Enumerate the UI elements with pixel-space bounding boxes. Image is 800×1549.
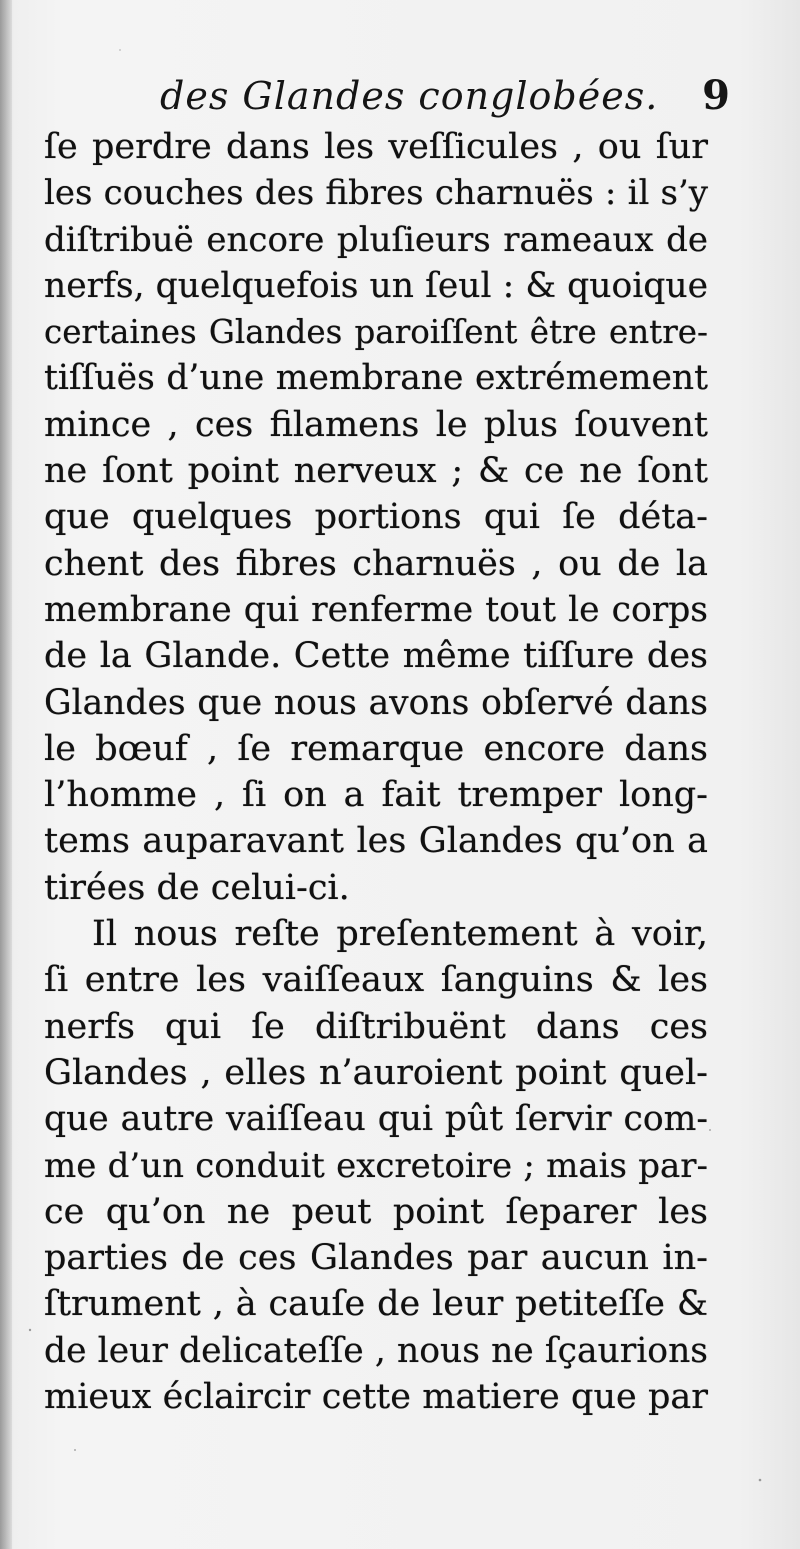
text-line: nerfs, quelquefois un ſeul : & quoique [44, 265, 708, 306]
running-head [40, 72, 730, 124]
text-line: le bœuf , ſe remarque encore dans [44, 728, 708, 769]
text-line: que quelques portions qui ſe déta- [44, 497, 708, 538]
text-line: de leur delicateſſe , nous ne ſçaurions [44, 1330, 708, 1371]
text-line: Glandes , elles n’auroient point quel- [44, 1052, 708, 1093]
text-line: Glandes que nous avons obſervé dans [44, 682, 708, 723]
text-line: que autre vaiſſeau qui pût ſervir com- [44, 1099, 708, 1140]
paragraph-end-line: tirées de celui-ci. [44, 867, 350, 908]
body-text [44, 124, 708, 1420]
text-line: ce qu’on ne peut point ſeparer les [44, 1191, 708, 1232]
text-line: parties de ces Glandes par aucun in- [44, 1238, 708, 1279]
text-line: diſtribuë encore pluſieurs rameaux de [44, 219, 708, 260]
text-line: ſe perdre dans les veſſicules , ou ſur [44, 127, 708, 167]
text-line: l’homme , ſi on a fait tremper long- [44, 775, 708, 816]
text-line: ne ſont point nerveux ; & ce ne ſont [44, 451, 708, 492]
paragraph-start-line: Il nous reſte preſentement à voir, [92, 914, 708, 955]
text-line: certaines Glandes paroiſſent être entre- [44, 313, 708, 352]
text-line: membrane qui renferme tout le corps [44, 589, 708, 630]
text-line: ſtrument , à cauſe de leur petiteſſe & [44, 1284, 708, 1325]
text-line: chent des fibres charnuës , ou de la [44, 543, 708, 584]
text-line: mince , ces filamens le plus ſouvent [44, 404, 708, 445]
text-line: nerfs qui ſe diſtribuënt dans ces [44, 1006, 708, 1047]
text-line: tems auparavant les Glandes qu’on a [44, 821, 708, 862]
text-line: mieux éclaircir cette matiere que par [44, 1377, 708, 1418]
text-line: de la Glande. Cette même tiſſure des [44, 636, 708, 677]
page-binding-shadow [0, 0, 12, 1549]
text-line: les couches des fibres charnuës : il s’y [44, 173, 708, 214]
text-line: ſi entre les vaiſſeaux ſanguins & les [44, 960, 708, 1001]
running-title: des Glandes conglobées. [160, 74, 659, 118]
page-number: 9 [702, 72, 730, 119]
text-line: me d’un conduit excretoire ; mais par- [44, 1145, 708, 1186]
text-line: tiſſuës d’une membrane extrémement [44, 358, 708, 399]
